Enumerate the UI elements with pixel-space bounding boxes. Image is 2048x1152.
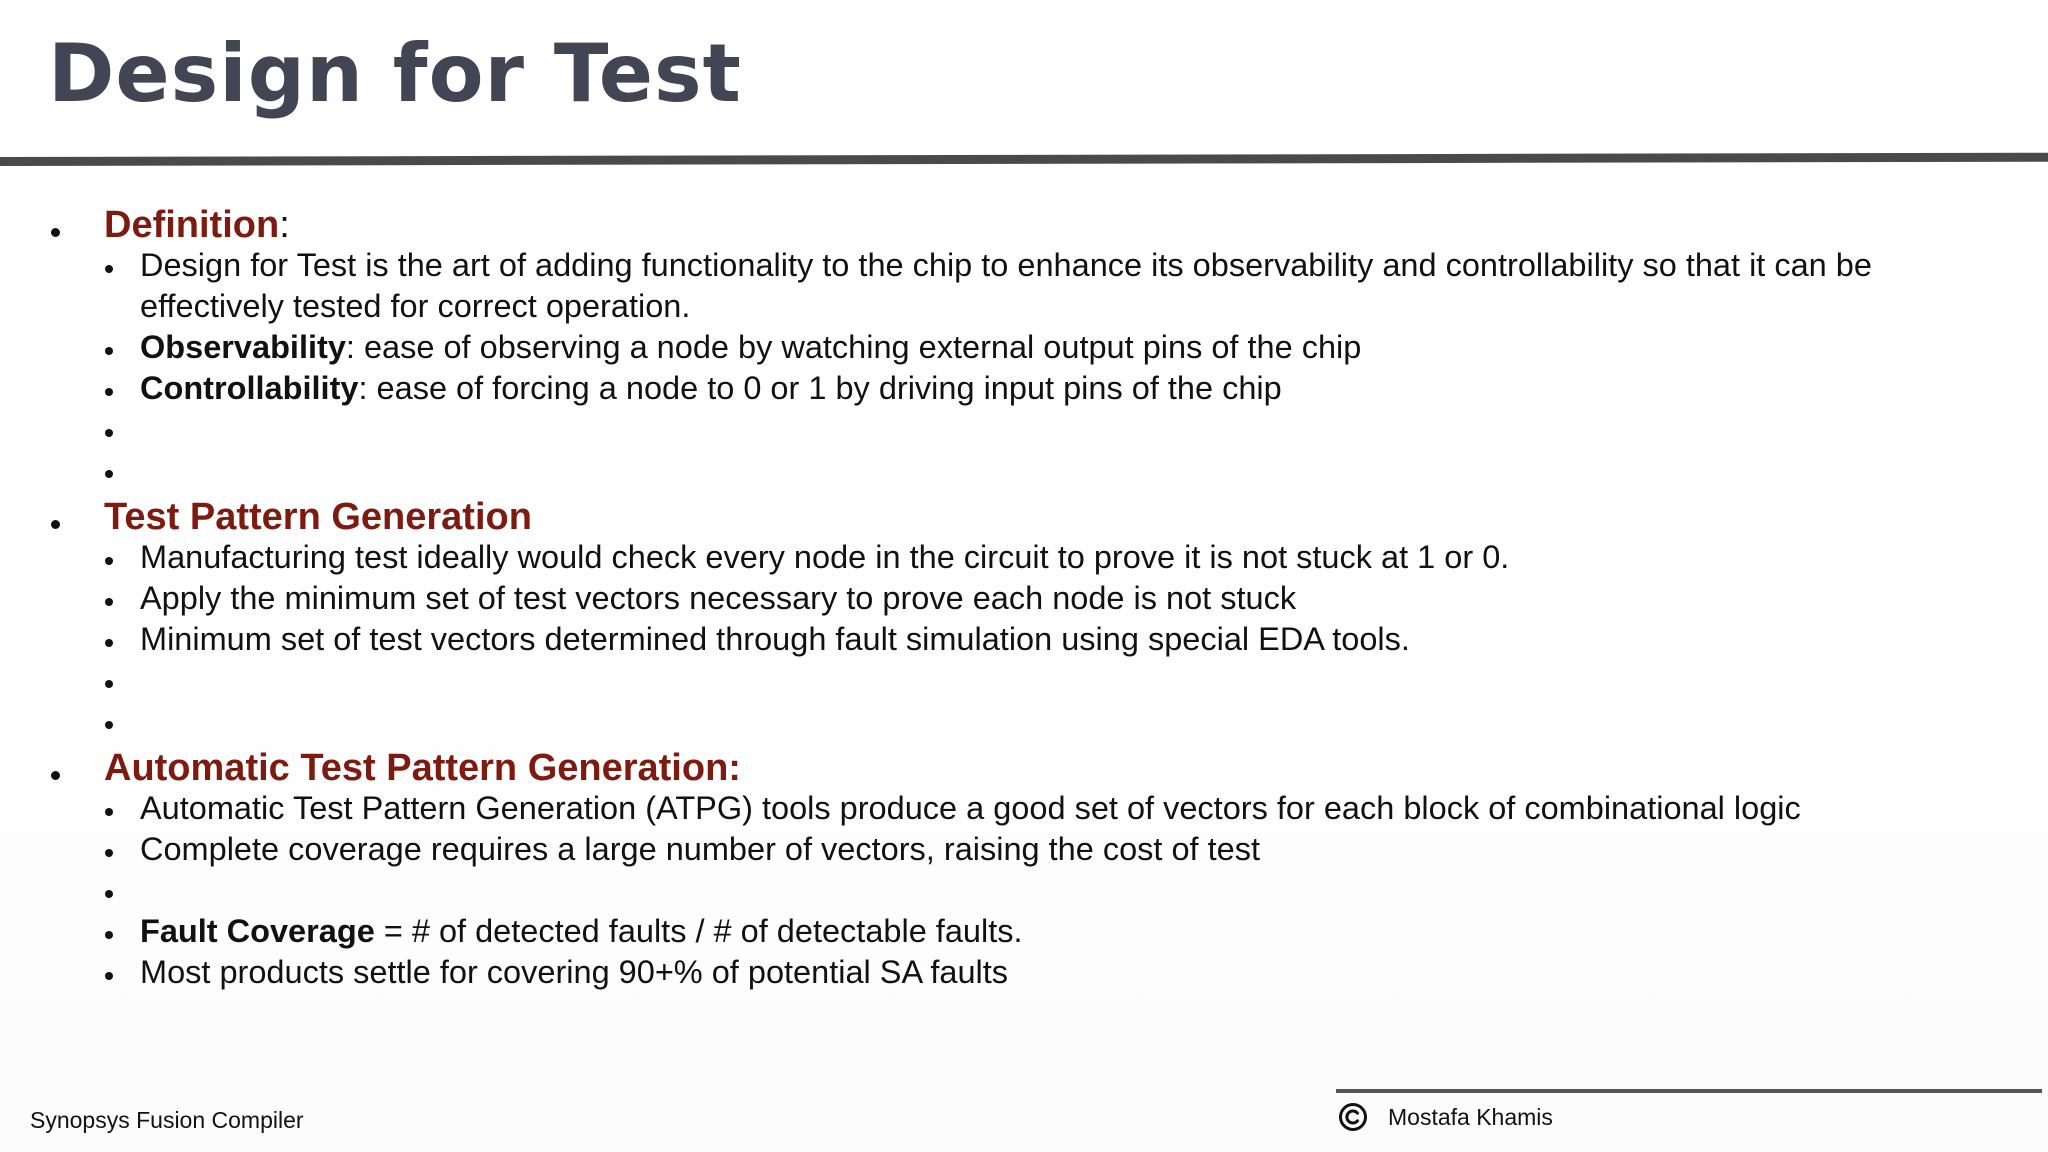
term-fault-coverage: Fault Coverage — [140, 913, 375, 949]
bullet-icon — [105, 972, 113, 980]
bullet-icon — [105, 680, 113, 688]
bullet-icon — [105, 849, 113, 857]
section-heading-label: Definition — [104, 204, 280, 246]
term-observability: Observability — [140, 329, 346, 365]
list-item-text: Complete coverage requires a large number of vectors, raising the cost of test — [140, 831, 1260, 867]
bullet-icon — [51, 520, 60, 529]
footer-course-title: Synopsys Fusion Compiler — [30, 1107, 304, 1133]
bullet-icon — [51, 771, 60, 780]
list-item-text: Apply the minimum set of test vectors necessary to prove each node is not stuck — [140, 580, 1297, 616]
bullet-icon — [105, 265, 113, 273]
bullet-icon — [105, 598, 113, 606]
heading-colon: : — [279, 204, 290, 246]
footer-author: Mostafa Khamis — [1388, 1104, 1553, 1130]
bullet-icon — [105, 890, 113, 898]
list-item-text: = # of detected faults / # of detectable faults. — [374, 913, 1023, 949]
copyright-icon — [1338, 1102, 1368, 1132]
list-item-text-line2: effectively tested for correct operation. — [140, 288, 691, 324]
section-heading-label: Automatic Test Pattern Generation: — [104, 747, 741, 789]
bullet-icon — [105, 470, 113, 478]
bullet-icon — [105, 429, 113, 437]
list-item-text-line1: Design for Test is the art of adding functionality to the chip to enhance its observability and controllability so that it can be — [140, 247, 1872, 283]
section-heading-label: Test Pattern Generation — [104, 496, 532, 538]
list-item-text: Manufacturing test ideally would check every node in the circuit to prove it is not stuck at 1 or 0. — [140, 539, 1510, 575]
list-item-text: Automatic Test Pattern Generation (ATPG) tools produce a good set of vectors for each block of combinational logic — [140, 790, 1801, 826]
footer-divider — [1336, 1089, 2042, 1093]
bullet-icon — [105, 808, 113, 816]
bullet-icon — [105, 557, 113, 565]
list-item-text: : ease of forcing a node to 0 or 1 by driving input pins of the chip — [358, 370, 1282, 406]
list-item-text: Minimum set of test vectors determined through fault simulation using special EDA tools. — [140, 621, 1410, 657]
bullet-icon — [51, 228, 60, 237]
bullet-icon — [105, 347, 113, 355]
bullet-icon — [105, 388, 113, 396]
term-controllability: Controllability — [140, 370, 359, 406]
bullet-icon — [105, 639, 113, 647]
bullet-icon — [105, 931, 113, 939]
list-item-text: Most products settle for covering 90+% of potential SA faults — [140, 954, 1009, 990]
title-divider — [0, 153, 2048, 166]
bullet-icon — [105, 721, 113, 729]
slide-title: Design for Test — [48, 27, 742, 120]
list-item-text: : ease of observing a node by watching external output pins of the chip — [345, 329, 1362, 365]
